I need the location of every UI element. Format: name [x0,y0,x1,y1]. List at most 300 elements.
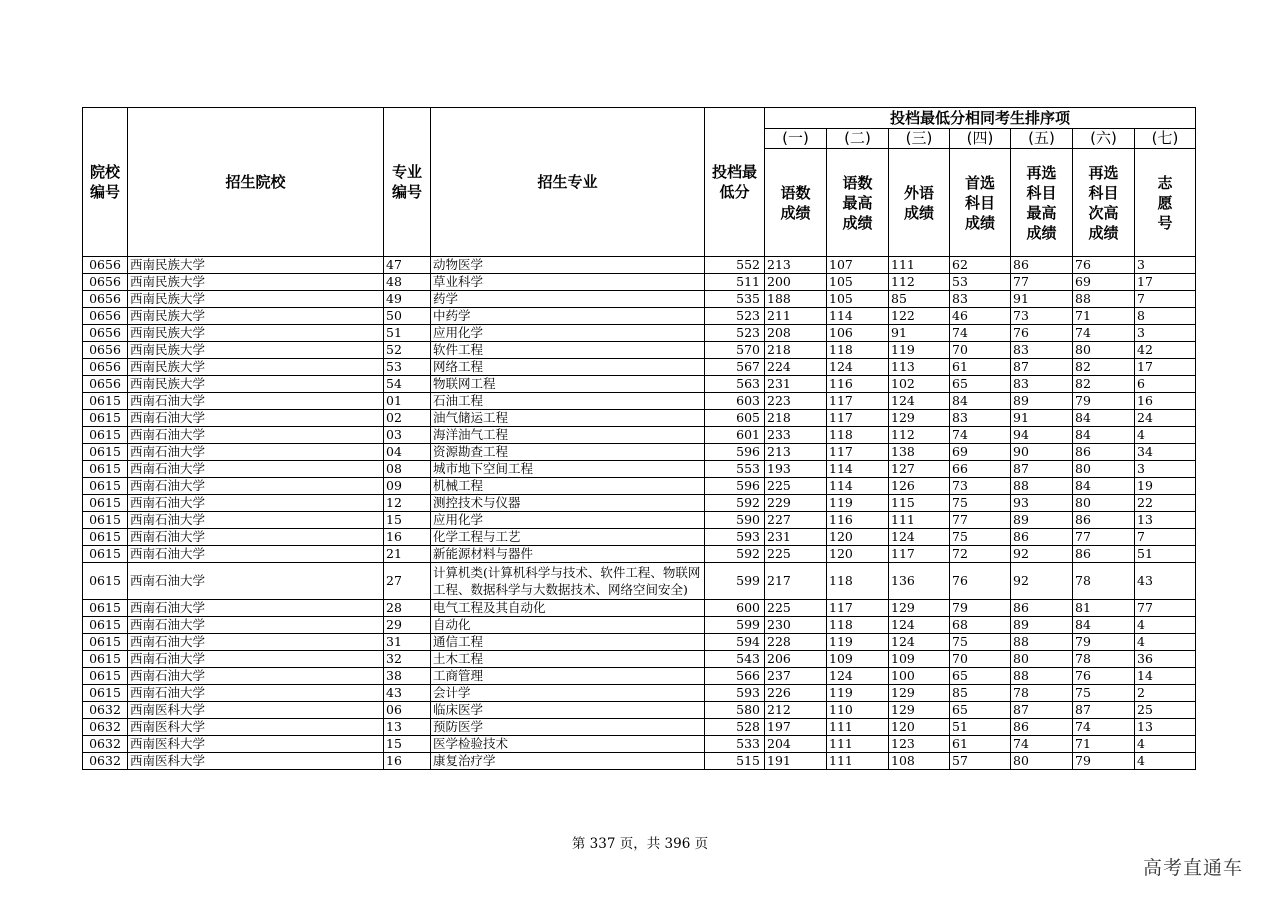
header-tiebreak-label [827,149,889,257]
tiebreak-3-cell: 124 [889,617,950,634]
major-code-cell: 54 [384,376,431,393]
tiebreak-3-cell: 124 [889,393,950,410]
tiebreak-4-cell: 46 [950,308,1011,325]
school-code-cell: 0615 [83,668,128,685]
tiebreak-2-cell: 111 [827,736,889,753]
school-name-cell: 西南石油大学 [128,600,384,617]
school-name-cell: 西南石油大学 [128,495,384,512]
min-score-cell: 600 [705,600,765,617]
school-code-cell: 0615 [83,427,128,444]
school-name-cell: 西南石油大学 [128,461,384,478]
tiebreak-1-cell: 204 [765,736,827,753]
tiebreak-7-cell: 43 [1135,563,1196,600]
major-name-cell: 会计学 [431,685,705,702]
school-name-cell: 西南石油大学 [128,563,384,600]
tiebreak-2-cell: 117 [827,444,889,461]
min-score-cell: 599 [705,617,765,634]
tiebreak-7-cell: 3 [1135,461,1196,478]
tiebreak-5-cell: 87 [1011,359,1073,376]
school-name-cell: 西南医科大学 [128,753,384,770]
tiebreak-3-cell: 127 [889,461,950,478]
min-score-cell: 593 [705,685,765,702]
watermark: 高考直通车 [1143,857,1244,879]
tiebreak-7-cell: 24 [1135,410,1196,427]
school-name-cell: 西南民族大学 [128,274,384,291]
tiebreak-2-cell: 105 [827,274,889,291]
tiebreak-6-cell: 78 [1073,651,1135,668]
table-row [83,651,1196,668]
tiebreak-5-cell: 88 [1011,634,1073,651]
major-name-cell: 应用化学 [431,325,705,342]
tiebreak-6-cell: 84 [1073,427,1135,444]
major-code-cell: 13 [384,719,431,736]
tiebreak-2-cell: 118 [827,427,889,444]
min-score-cell: 580 [705,702,765,719]
min-score-cell: 599 [705,563,765,600]
school-code-cell: 0615 [83,393,128,410]
major-name-cell: 应用化学 [431,512,705,529]
major-code-cell: 06 [384,702,431,719]
school-name-cell: 西南民族大学 [128,359,384,376]
tiebreak-1-cell: 224 [765,359,827,376]
major-code-cell: 43 [384,685,431,702]
tiebreak-6-cell: 77 [1073,529,1135,546]
header-major: 招生专业 [431,108,705,257]
school-name-cell: 西南石油大学 [128,617,384,634]
school-code-cell: 0656 [83,257,128,274]
tiebreak-3-cell: 113 [889,359,950,376]
table-row [83,376,1196,393]
major-code-cell: 16 [384,753,431,770]
tiebreak-7-cell: 3 [1135,325,1196,342]
tiebreak-4-cell: 62 [950,257,1011,274]
tiebreak-1-cell: 225 [765,546,827,563]
tiebreak-5-cell: 86 [1011,600,1073,617]
tiebreak-5-cell: 87 [1011,461,1073,478]
tiebreak-6-cell: 71 [1073,736,1135,753]
tiebreak-1-cell: 218 [765,410,827,427]
major-name-cell: 土木工程 [431,651,705,668]
tiebreak-7-cell: 16 [1135,393,1196,410]
tiebreak-2-cell: 119 [827,495,889,512]
school-code-cell: 0656 [83,274,128,291]
tiebreak-4-cell: 75 [950,634,1011,651]
tiebreak-1-cell: 225 [765,478,827,495]
tiebreak-4-cell: 70 [950,342,1011,359]
major-code-cell: 27 [384,563,431,600]
tiebreak-2-cell: 117 [827,393,889,410]
school-code-cell: 0615 [83,444,128,461]
tiebreak-5-cell: 80 [1011,753,1073,770]
min-score-cell: 596 [705,444,765,461]
tiebreak-6-cell: 84 [1073,410,1135,427]
tiebreak-6-cell: 80 [1073,461,1135,478]
tiebreak-6-cell: 82 [1073,359,1135,376]
table-row [83,600,1196,617]
tiebreak-3-cell: 109 [889,651,950,668]
tiebreak-5-cell: 87 [1011,702,1073,719]
major-code-cell: 47 [384,257,431,274]
tiebreak-5-cell: 80 [1011,651,1073,668]
table-row [83,736,1196,753]
major-name-cell: 软件工程 [431,342,705,359]
tiebreak-1-cell: 231 [765,376,827,393]
min-score-cell: 590 [705,512,765,529]
tiebreak-4-cell: 57 [950,753,1011,770]
tiebreak-4-cell: 74 [950,427,1011,444]
tiebreak-1-cell: 226 [765,685,827,702]
tiebreak-3-cell: 115 [889,495,950,512]
school-code-cell: 0615 [83,410,128,427]
major-code-cell: 28 [384,600,431,617]
tiebreak-4-cell: 61 [950,736,1011,753]
table-row [83,478,1196,495]
major-name-cell: 机械工程 [431,478,705,495]
tiebreak-3-cell: 117 [889,546,950,563]
tiebreak-6-cell: 87 [1073,702,1135,719]
tiebreak-6-cell: 69 [1073,274,1135,291]
school-name-cell: 西南石油大学 [128,444,384,461]
table-row [83,617,1196,634]
tiebreak-6-cell: 80 [1073,495,1135,512]
major-name-cell: 医学检验技术 [431,736,705,753]
tiebreak-3-cell: 123 [889,736,950,753]
major-code-cell: 02 [384,410,431,427]
tiebreak-7-cell: 34 [1135,444,1196,461]
header-tiebreak-label [889,149,950,257]
tiebreak-5-cell: 93 [1011,495,1073,512]
school-code-cell: 0615 [83,651,128,668]
tiebreak-1-cell: 213 [765,257,827,274]
major-name-cell: 动物医学 [431,257,705,274]
table-row [83,495,1196,512]
major-code-cell: 03 [384,427,431,444]
table-row [83,427,1196,444]
header-min-score: 投档最低分 [705,108,765,257]
tiebreak-7-cell: 8 [1135,308,1196,325]
min-score-cell: 605 [705,410,765,427]
tiebreak-6-cell: 79 [1073,634,1135,651]
school-name-cell: 西南民族大学 [128,257,384,274]
tiebreak-1-cell: 208 [765,325,827,342]
tiebreak-7-cell: 7 [1135,529,1196,546]
major-name-cell: 通信工程 [431,634,705,651]
tiebreak-6-cell: 76 [1073,257,1135,274]
tiebreak-4-cell: 75 [950,495,1011,512]
tiebreak-3-cell: 129 [889,702,950,719]
tiebreak-4-cell: 84 [950,393,1011,410]
table-row [83,719,1196,736]
tiebreak-4-cell: 70 [950,651,1011,668]
major-code-cell: 15 [384,736,431,753]
header-tiebreak-label-text: 志愿号 [1157,173,1173,232]
table-row [83,668,1196,685]
major-name-cell: 预防医学 [431,719,705,736]
header-tiebreak-label-text: 首选科目成绩 [964,173,995,232]
school-name-cell: 西南石油大学 [128,410,384,427]
table-row [83,308,1196,325]
tiebreak-7-cell: 6 [1135,376,1196,393]
school-code-cell: 0632 [83,736,128,753]
tiebreak-5-cell: 86 [1011,719,1073,736]
tiebreak-5-cell: 92 [1011,563,1073,600]
tiebreak-4-cell: 65 [950,702,1011,719]
tiebreak-3-cell: 126 [889,478,950,495]
tiebreak-5-cell: 94 [1011,427,1073,444]
major-code-cell: 51 [384,325,431,342]
tiebreak-7-cell: 13 [1135,512,1196,529]
school-name-cell: 西南石油大学 [128,546,384,563]
school-code-cell: 0656 [83,342,128,359]
tiebreak-1-cell: 188 [765,291,827,308]
tiebreak-5-cell: 88 [1011,478,1073,495]
tiebreak-7-cell: 14 [1135,668,1196,685]
tiebreak-2-cell: 118 [827,342,889,359]
major-name-cell: 资源勘查工程 [431,444,705,461]
table-row [83,634,1196,651]
admission-score-table-container [82,107,1196,770]
tiebreak-6-cell: 84 [1073,478,1135,495]
min-score-cell: 528 [705,719,765,736]
tiebreak-5-cell: 91 [1011,410,1073,427]
tiebreak-3-cell: 102 [889,376,950,393]
tiebreak-7-cell: 25 [1135,702,1196,719]
tiebreak-5-cell: 91 [1011,291,1073,308]
tiebreak-5-cell: 89 [1011,617,1073,634]
header-tiebreak-number: (一) [765,129,827,149]
tiebreak-3-cell: 91 [889,325,950,342]
tiebreak-7-cell: 19 [1135,478,1196,495]
school-name-cell: 西南民族大学 [128,291,384,308]
tiebreak-5-cell: 88 [1011,668,1073,685]
major-code-cell: 32 [384,651,431,668]
major-code-cell: 38 [384,668,431,685]
header-tiebreak-label-text: 外语成绩 [903,183,934,222]
header-tiebreak-number: (三) [889,129,950,149]
tiebreak-5-cell: 77 [1011,274,1073,291]
school-code-cell: 0615 [83,600,128,617]
tiebreak-3-cell: 129 [889,600,950,617]
tiebreak-1-cell: 193 [765,461,827,478]
tiebreak-1-cell: 231 [765,529,827,546]
tiebreak-6-cell: 79 [1073,393,1135,410]
tiebreak-2-cell: 120 [827,529,889,546]
school-name-cell: 西南民族大学 [128,376,384,393]
table-row [83,702,1196,719]
school-name-cell: 西南民族大学 [128,342,384,359]
header-tiebreak-number: (六) [1073,129,1135,149]
header-tiebreak-label [765,149,827,257]
tiebreak-1-cell: 218 [765,342,827,359]
tiebreak-4-cell: 79 [950,600,1011,617]
tiebreak-4-cell: 65 [950,668,1011,685]
min-score-cell: 533 [705,736,765,753]
tiebreak-4-cell: 68 [950,617,1011,634]
major-code-cell: 49 [384,291,431,308]
major-code-cell: 53 [384,359,431,376]
min-score-cell: 567 [705,359,765,376]
major-code-cell: 21 [384,546,431,563]
major-code-cell: 50 [384,308,431,325]
tiebreak-3-cell: 136 [889,563,950,600]
min-score-cell: 523 [705,325,765,342]
major-code-cell: 31 [384,634,431,651]
school-code-cell: 0656 [83,376,128,393]
min-score-cell: 523 [705,308,765,325]
tiebreak-2-cell: 118 [827,563,889,600]
school-code-cell: 0656 [83,308,128,325]
tiebreak-1-cell: 217 [765,563,827,600]
tiebreak-6-cell: 74 [1073,325,1135,342]
school-name-cell: 西南石油大学 [128,634,384,651]
header-tiebreak-label [950,149,1011,257]
min-score-cell: 603 [705,393,765,410]
tiebreak-4-cell: 75 [950,529,1011,546]
tiebreak-4-cell: 51 [950,719,1011,736]
major-name-cell: 药学 [431,291,705,308]
tiebreak-2-cell: 124 [827,359,889,376]
tiebreak-5-cell: 74 [1011,736,1073,753]
major-name-cell: 工商管理 [431,668,705,685]
tiebreak-2-cell: 119 [827,685,889,702]
major-name-cell: 临床医学 [431,702,705,719]
tiebreak-2-cell: 114 [827,478,889,495]
tiebreak-1-cell: 211 [765,308,827,325]
tiebreak-7-cell: 51 [1135,546,1196,563]
major-code-cell: 48 [384,274,431,291]
tiebreak-2-cell: 116 [827,376,889,393]
tiebreak-4-cell: 73 [950,478,1011,495]
major-name-cell: 电气工程及其自动化 [431,600,705,617]
tiebreak-4-cell: 69 [950,444,1011,461]
tiebreak-1-cell: 223 [765,393,827,410]
tiebreak-3-cell: 100 [889,668,950,685]
min-score-cell: 566 [705,668,765,685]
tiebreak-2-cell: 119 [827,634,889,651]
tiebreak-3-cell: 108 [889,753,950,770]
min-score-cell: 511 [705,274,765,291]
tiebreak-2-cell: 111 [827,753,889,770]
tiebreak-2-cell: 116 [827,512,889,529]
tiebreak-4-cell: 83 [950,291,1011,308]
school-name-cell: 西南医科大学 [128,702,384,719]
major-name-cell: 新能源材料与器件 [431,546,705,563]
table-row [83,512,1196,529]
tiebreak-6-cell: 88 [1073,291,1135,308]
major-name-cell: 海洋油气工程 [431,427,705,444]
tiebreak-3-cell: 129 [889,685,950,702]
min-score-cell: 563 [705,376,765,393]
major-code-cell: 08 [384,461,431,478]
header-tiebreak-label [1073,149,1135,257]
tiebreak-6-cell: 86 [1073,512,1135,529]
min-score-cell: 592 [705,546,765,563]
tiebreak-4-cell: 61 [950,359,1011,376]
tiebreak-3-cell: 124 [889,529,950,546]
school-name-cell: 西南民族大学 [128,325,384,342]
tiebreak-6-cell: 75 [1073,685,1135,702]
school-name-cell: 西南民族大学 [128,308,384,325]
tiebreak-6-cell: 78 [1073,563,1135,600]
header-tiebreak-number: (四) [950,129,1011,149]
major-code-cell: 09 [384,478,431,495]
tiebreak-3-cell: 112 [889,274,950,291]
min-score-cell: 515 [705,753,765,770]
tiebreak-6-cell: 81 [1073,600,1135,617]
tiebreak-6-cell: 86 [1073,444,1135,461]
major-name-cell: 石油工程 [431,393,705,410]
tiebreak-2-cell: 109 [827,651,889,668]
tiebreak-4-cell: 66 [950,461,1011,478]
tiebreak-5-cell: 90 [1011,444,1073,461]
tiebreak-2-cell: 124 [827,668,889,685]
tiebreak-1-cell: 230 [765,617,827,634]
tiebreak-6-cell: 74 [1073,719,1135,736]
tiebreak-6-cell: 84 [1073,617,1135,634]
school-code-cell: 0615 [83,512,128,529]
min-score-cell: 552 [705,257,765,274]
school-code-cell: 0615 [83,546,128,563]
tiebreak-5-cell: 86 [1011,257,1073,274]
min-score-cell: 553 [705,461,765,478]
tiebreak-7-cell: 17 [1135,274,1196,291]
tiebreak-4-cell: 53 [950,274,1011,291]
school-code-cell: 0615 [83,529,128,546]
tiebreak-3-cell: 112 [889,427,950,444]
tiebreak-2-cell: 114 [827,461,889,478]
tiebreak-3-cell: 120 [889,719,950,736]
tiebreak-5-cell: 89 [1011,393,1073,410]
major-name-cell: 计算机类(计算机科学与技术、软件工程、物联网工程、数据科学与大数据技术、网络空间安全) [431,563,705,600]
major-name-cell: 中药学 [431,308,705,325]
school-name-cell: 西南石油大学 [128,478,384,495]
min-score-cell: 594 [705,634,765,651]
table-row [83,342,1196,359]
school-name-cell: 西南医科大学 [128,736,384,753]
header-tiebreak-number: (七) [1135,129,1196,149]
school-code-cell: 0615 [83,634,128,651]
table-row [83,325,1196,342]
tiebreak-1-cell: 206 [765,651,827,668]
tiebreak-5-cell: 89 [1011,512,1073,529]
tiebreak-3-cell: 111 [889,512,950,529]
tiebreak-1-cell: 228 [765,634,827,651]
school-code-cell: 0656 [83,291,128,308]
tiebreak-5-cell: 83 [1011,376,1073,393]
school-name-cell: 西南医科大学 [128,719,384,736]
header-tiebreak-label [1135,149,1196,257]
tiebreak-4-cell: 72 [950,546,1011,563]
tiebreak-6-cell: 82 [1073,376,1135,393]
table-row [83,257,1196,274]
major-name-cell: 物联网工程 [431,376,705,393]
tiebreak-2-cell: 117 [827,410,889,427]
tiebreak-3-cell: 119 [889,342,950,359]
tiebreak-4-cell: 74 [950,325,1011,342]
header-tiebreak-label-text: 语数成绩 [780,183,811,222]
tiebreak-2-cell: 107 [827,257,889,274]
major-code-cell: 04 [384,444,431,461]
min-score-cell: 543 [705,651,765,668]
tiebreak-3-cell: 122 [889,308,950,325]
header-tiebreak-number: (二) [827,129,889,149]
table-row [83,546,1196,563]
tiebreak-7-cell: 42 [1135,342,1196,359]
major-code-cell: 12 [384,495,431,512]
school-code-cell: 0615 [83,617,128,634]
major-code-cell: 01 [384,393,431,410]
tiebreak-7-cell: 77 [1135,600,1196,617]
